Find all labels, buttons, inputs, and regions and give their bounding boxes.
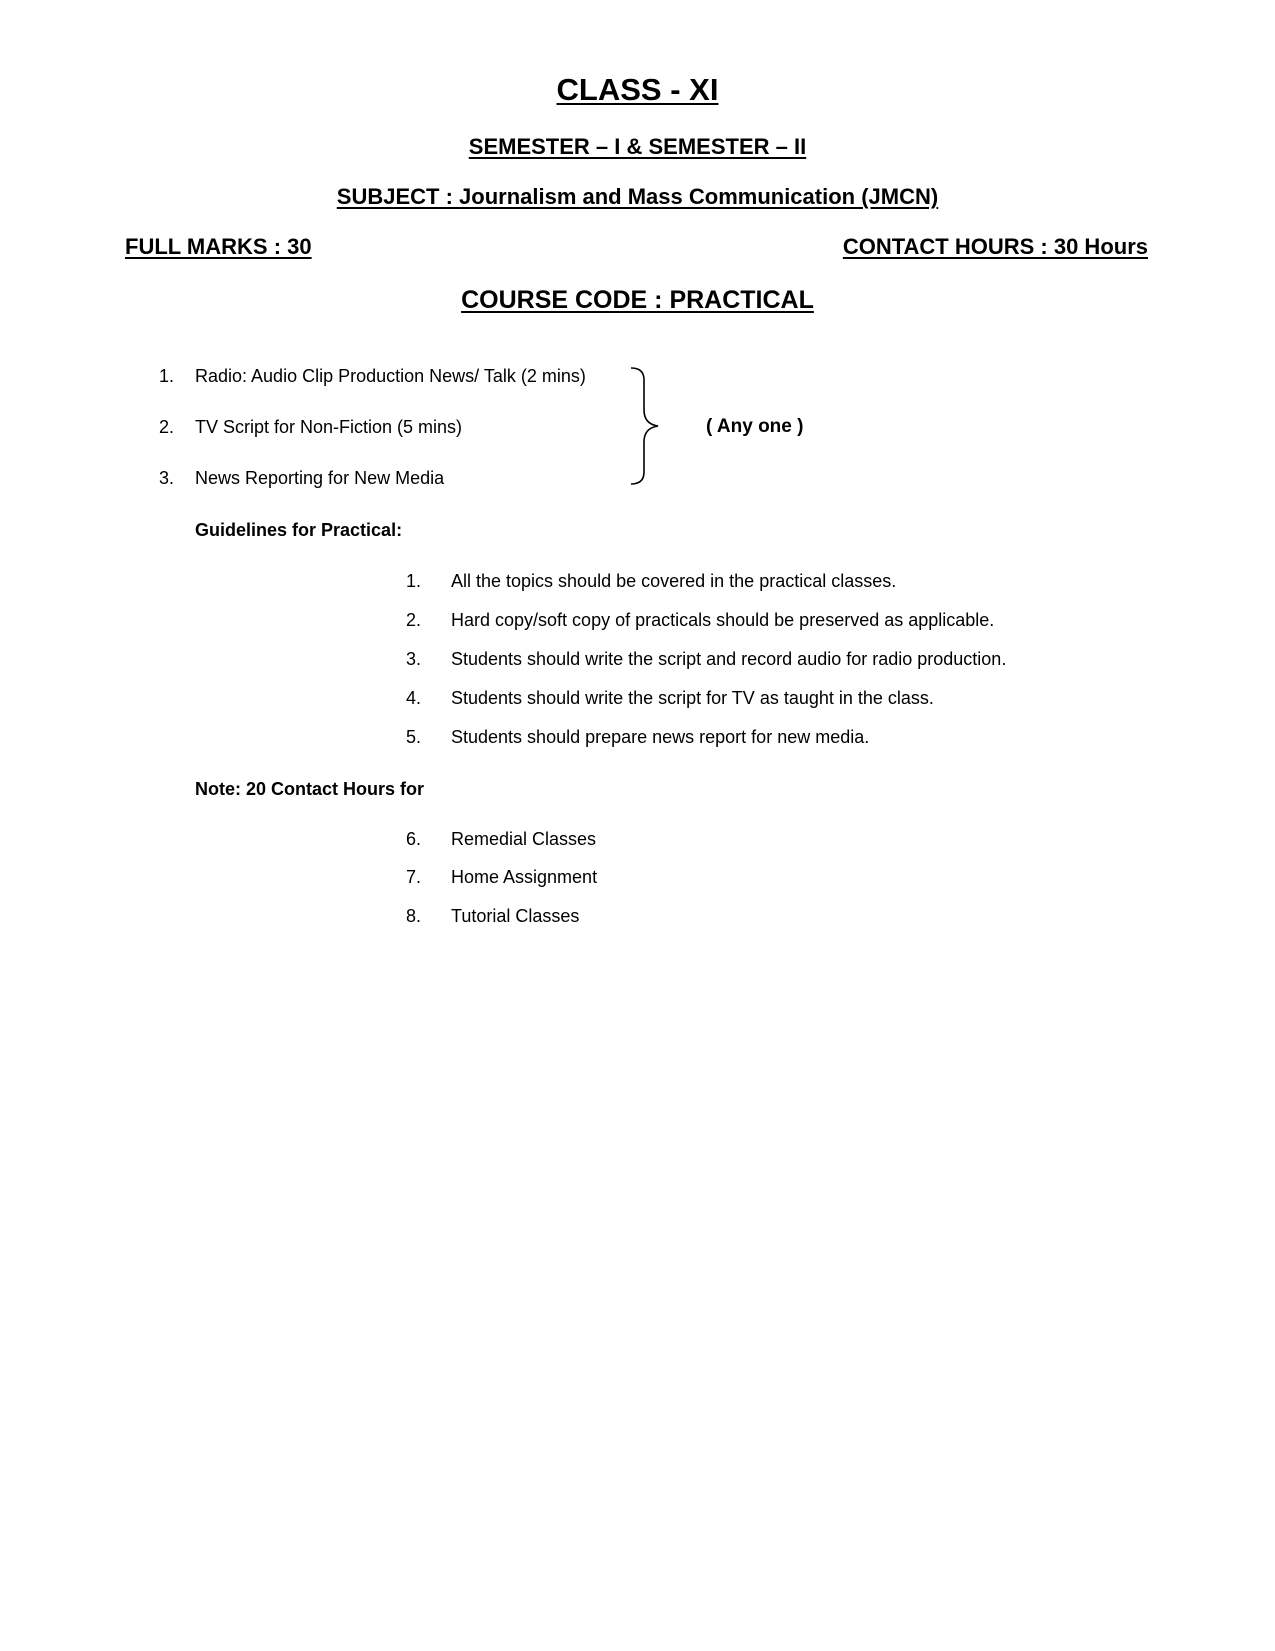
guideline-item-number: 2. — [406, 610, 422, 630]
practical-item-number: 2. — [159, 417, 175, 437]
course-code-heading: COURSE CODE : PRACTICAL — [461, 286, 814, 314]
guideline-item-number: 4. — [406, 688, 422, 708]
guideline-item-number: 1. — [406, 571, 422, 591]
practical-item-text: Radio: Audio Clip Production News/ Talk (2 mins) — [195, 366, 586, 386]
practical-item-text: News Reporting for New Media — [195, 468, 445, 488]
note-item-text: Home Assignment — [451, 867, 598, 887]
guideline-item-text: All the topics should be covered in the practical classes. — [451, 571, 897, 591]
note-item-text: Tutorial Classes — [451, 906, 580, 926]
note-item-number: 6. — [406, 829, 422, 849]
guideline-item-text: Students should prepare news report for new media. — [451, 727, 870, 747]
note-item-text: Remedial Classes — [451, 829, 597, 849]
guideline-item-text: Hard copy/soft copy of practicals should be preserved as applicable. — [451, 610, 995, 630]
guideline-item-number: 3. — [406, 649, 422, 669]
right-brace-icon — [628, 366, 662, 486]
practical-item-number: 3. — [159, 468, 175, 488]
guidelines-heading: Guidelines for Practical: — [195, 520, 403, 540]
note-heading: Note: 20 Contact Hours for — [195, 779, 425, 799]
guideline-item-text: Students should write the script for TV as taught in the class. — [451, 688, 934, 708]
page-title: CLASS - XI — [556, 72, 719, 107]
full-marks: FULL MARKS : 30 — [125, 234, 312, 259]
semester-heading: SEMESTER – I & SEMESTER – II — [468, 134, 807, 159]
note-item-number: 8. — [406, 906, 422, 926]
practical-item-number: 1. — [159, 366, 175, 386]
guideline-item-number: 5. — [406, 727, 422, 747]
note-item-number: 7. — [406, 867, 422, 887]
guideline-item-text: Students should write the script and record audio for radio production. — [451, 649, 1007, 669]
choice-note: ( Any one ) — [706, 416, 804, 437]
subject-heading: SUBJECT : Journalism and Mass Communication (JMCN) — [336, 184, 939, 209]
contact-hours: CONTACT HOURS : 30 Hours — [842, 234, 1148, 259]
practical-item-text: TV Script for Non-Fiction (5 mins) — [195, 417, 463, 437]
